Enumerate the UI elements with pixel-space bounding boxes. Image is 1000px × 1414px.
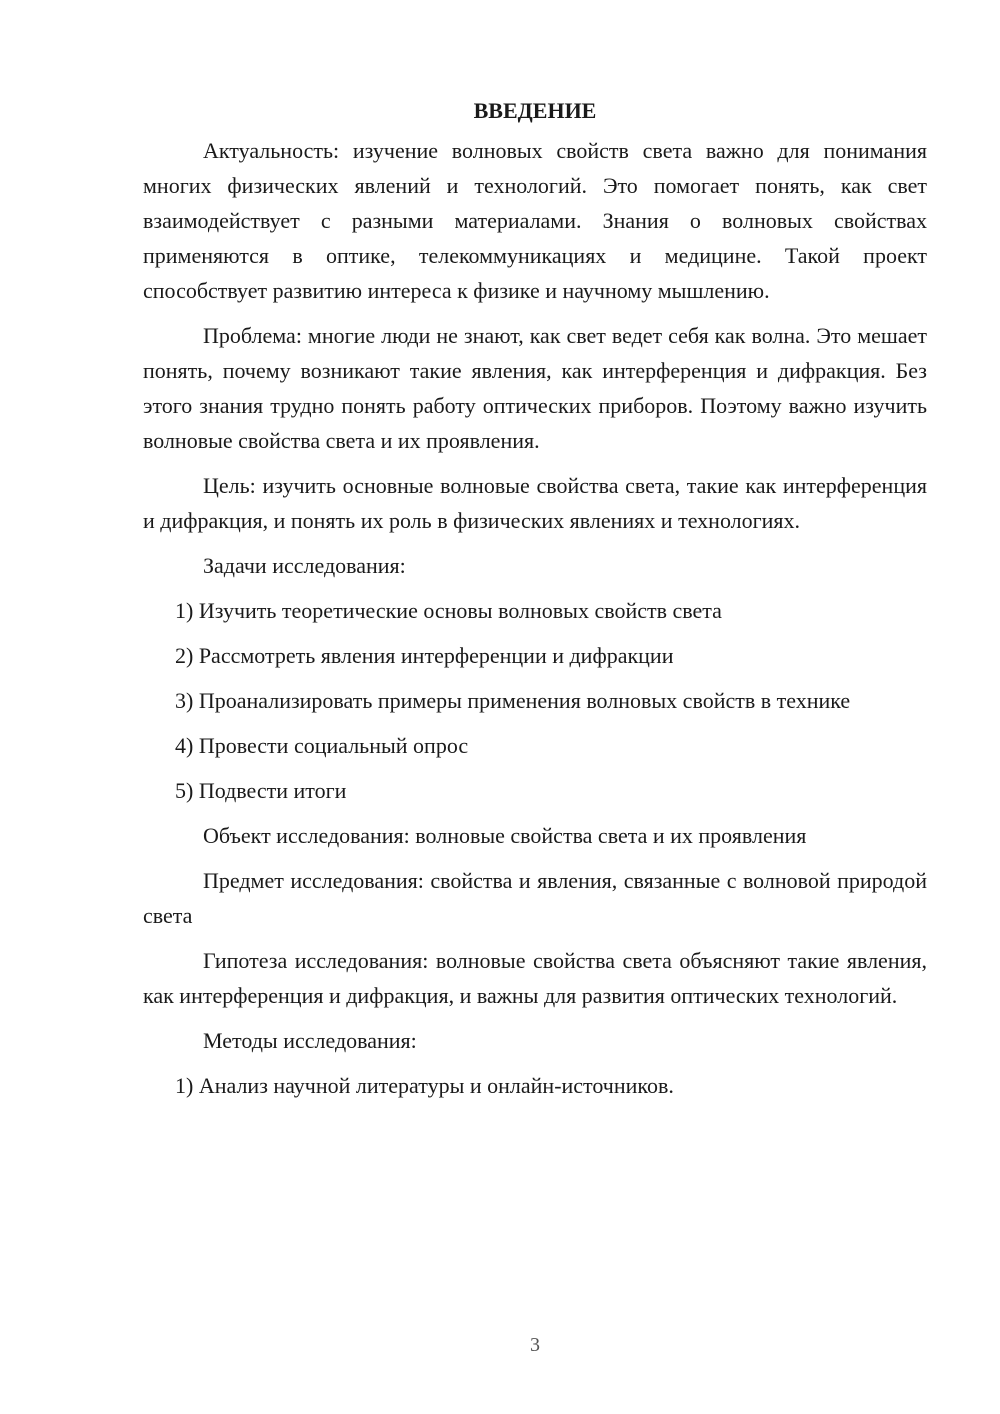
relevance-paragraph: Актуальность: изучение волновых свойств света важно для понимания многих физических явлений и технологий. Это помогает понять, как свет взаимодействует с разными материалами. Знания о волновых свойствах применяются в оптике, телекоммуникациях и медицине. Такой проект способствует развитию интереса к физике и научному мышлению.: [143, 138, 927, 303]
task-item-1: 1) Изучить теоретические основы волновых свойств света: [175, 598, 722, 623]
problem-paragraph: Проблема: многие люди не знают, как свет ведет себя как волна. Это мешает понять, почему возникают такие явления, как интерференция и дифракция. Без этого знания трудно понять работу оптических приборов. Поэтому важно изучить волновые свойства света и их проявления.: [143, 323, 927, 453]
methods-list: [143, 1068, 927, 1103]
goal-paragraph: Цель: изучить основные волновые свойства света, такие как интерференция и дифракция, и понять их роль в физических явлениях и технологиях.: [143, 473, 927, 533]
method-item-1: 1) Анализ научной литературы и онлайн-источников.: [175, 1073, 674, 1098]
hypothesis-paragraph: Гипотеза исследования: волновые свойства света объясняют такие явления, как интерференция и дифракция, и важны для развития оптических технологий.: [143, 948, 927, 1008]
object-paragraph: Объект исследования: волновые свойства света и их проявления: [203, 823, 807, 848]
task-item-3: 3) Проанализировать примеры применения волновых свойств в технике: [175, 688, 851, 713]
task-item-4: 4) Провести социальный опрос: [175, 733, 469, 758]
task-item-2: 2) Рассмотреть явления интерференции и дифракции: [175, 643, 674, 668]
page-content: [143, 93, 927, 1113]
methods-title: Методы исследования:: [203, 1028, 417, 1053]
tasks-title: Задачи исследования:: [203, 553, 406, 578]
task-item-5: 5) Подвести итоги: [175, 778, 347, 803]
subject-paragraph: Предмет исследования: свойства и явления, связанные с волновой природой света: [143, 868, 927, 928]
section-heading: ВВЕДЕНИЕ: [473, 98, 597, 123]
tasks-list: [143, 593, 927, 808]
page-number: 3: [530, 1334, 540, 1356]
